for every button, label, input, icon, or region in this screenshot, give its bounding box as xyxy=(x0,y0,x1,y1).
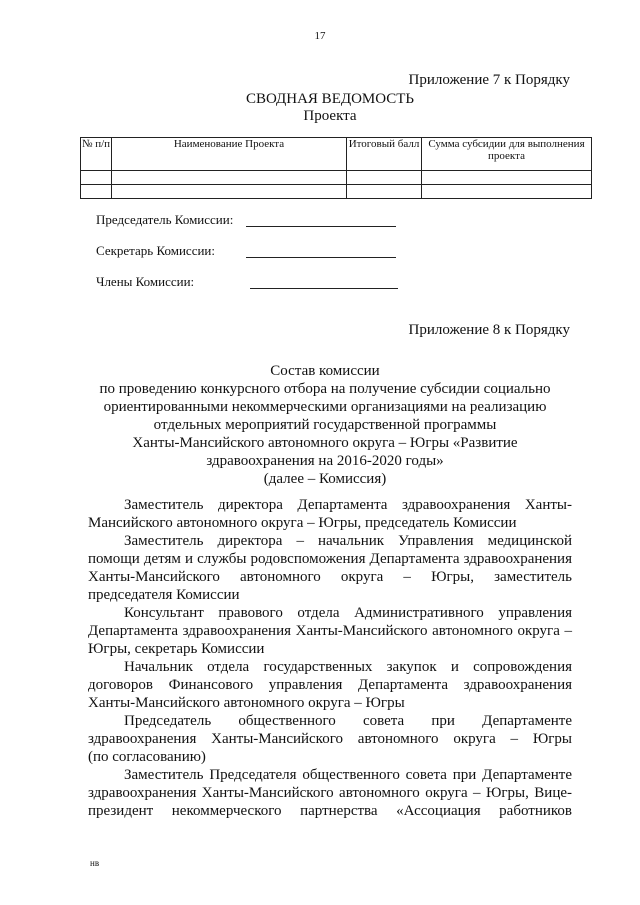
col-score-header: Итоговый балл xyxy=(347,138,422,171)
commission-title-line: Состав комиссии xyxy=(270,363,380,379)
appendix-8-label: Приложение 8 к Порядку xyxy=(408,322,570,338)
summary-table xyxy=(80,137,592,199)
appendix-7-label: Приложение 7 к Порядку xyxy=(408,72,570,88)
commission-title-line: ориентированными некоммерческими организациями на реализацию xyxy=(103,399,547,415)
commission-title xyxy=(90,362,560,488)
member-entry: Начальник отдела государственных закупок и сопровождения договоров Финансового управления Департамента здравоохранения Ханты-Мансийского автономного округа – Югры xyxy=(88,659,572,711)
member-entry: Заместитель директора – начальник Управления медицинской помощи детям и службы родовспоможения Департамента здравоохранения Ханты-Мансийского автономного округа – Югры, заместитель председателя Комиссии xyxy=(88,533,572,603)
commission-title-line: отдельных мероприятий государственной программы xyxy=(153,417,497,433)
secretary-label: Секретарь Комиссии: xyxy=(96,243,215,258)
summary-subtitle: Проекта xyxy=(303,108,357,124)
commission-members xyxy=(88,496,572,820)
summary-title: СВОДНАЯ ВЕДОМОСТЬ xyxy=(245,91,415,107)
commission-title-line: здравоохранения на 2016-2020 годы» xyxy=(206,453,444,469)
secretary-signature-line xyxy=(246,257,396,258)
member-entry: Консультант правового отдела Административного управления Департамента здравоохранения Ханты-Мансийского автономного округа – Югры, секретарь Комиссии xyxy=(88,605,572,657)
members-signature-line xyxy=(250,288,398,289)
chairman-signature-line xyxy=(246,226,396,227)
table-header-row xyxy=(81,138,592,171)
footer-mark: нв xyxy=(90,858,100,868)
chairman-label: Председатель Комиссии: xyxy=(96,212,234,227)
table-row xyxy=(81,185,592,199)
member-entry: Заместитель Председателя общественного совета при Департаменте здравоохранения Ханты-Мансийского автономного округа – Югры, Вице- президент некоммерческого партнерства «Ассоциация работников xyxy=(88,767,572,819)
member-entry: Председатель общественного совета при Департаменте здравоохранения Ханты-Мансийского автономного округа – Югры (по согласованию) xyxy=(88,713,572,765)
col-number-header: № п/п xyxy=(81,138,112,171)
member-entry: Заместитель директора Департамента здравоохранения Ханты- Мансийского автономного округа – Югры, председатель Комиссии xyxy=(88,497,572,531)
commission-title-line: по проведению конкурсного отбора на получение субсидии социально xyxy=(99,381,551,397)
page-number: 17 xyxy=(314,30,326,42)
table-row xyxy=(81,171,592,185)
members-label: Члены Комиссии: xyxy=(96,274,195,289)
commission-title-line: (далее – Комиссия) xyxy=(263,471,387,487)
commission-title-line: Ханты-Мансийского автономного округа – Югры «Развитие xyxy=(132,435,518,451)
col-project-name-header: Наименование Проекта xyxy=(112,138,347,171)
col-subsidy-header: Сумма субсидии для выполнения проекта xyxy=(422,138,592,171)
